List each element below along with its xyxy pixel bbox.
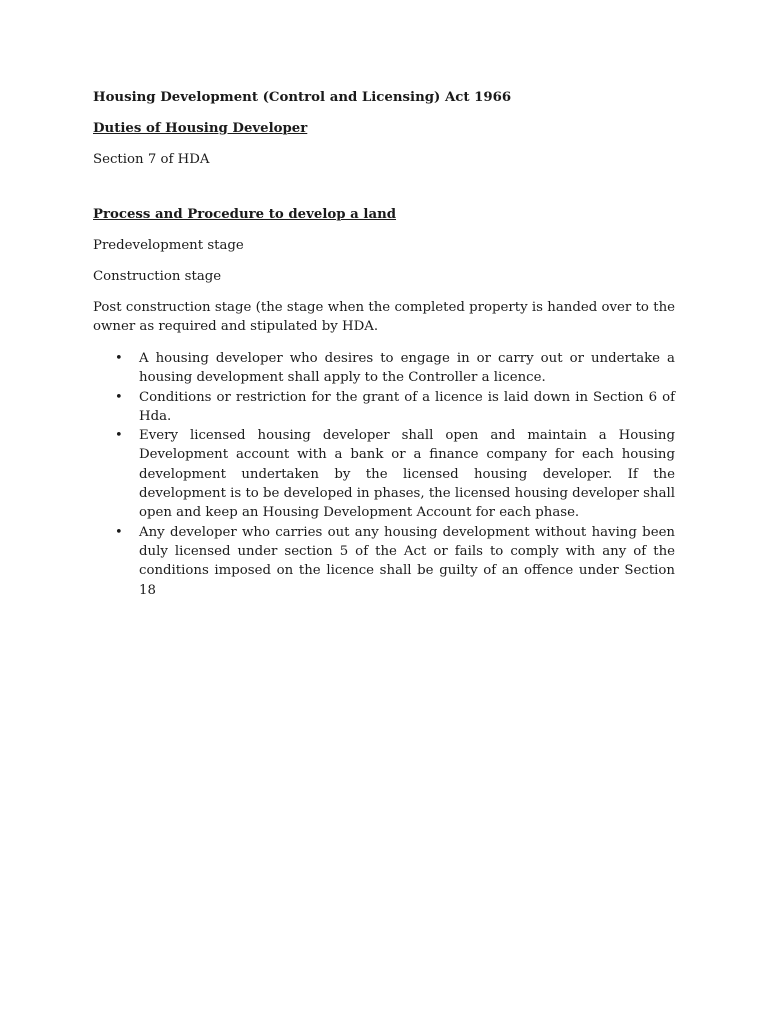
stage-post-construction: Post construction stage (the stage when the completed property is handed over to the owner as required and stipulated by HDA. [93, 300, 675, 334]
section-reference: Section 7 of HDA [93, 152, 210, 167]
stage-predevelopment: Predevelopment stage [93, 238, 244, 253]
bullet-icon: • [115, 351, 123, 366]
duties-heading: Duties of Housing Developer [93, 121, 308, 136]
list-item [93, 426, 675, 522]
list-item-text: Any developer who carries out any housing development without having been duly licensed under section 5 of the Act or fails to comply with any of the conditions imposed on the licence shall be guilty of an offence under Section 18 [139, 524, 675, 598]
list-item [93, 349, 675, 388]
bullet-icon: • [115, 428, 123, 444]
list-item-text: A housing developer who desires to engage in or carry out or undertake a housing development shall apply to the Controller a licence. [139, 351, 675, 386]
duties-bullet-list [93, 349, 675, 600]
list-item [93, 388, 675, 427]
document-page [93, 88, 675, 600]
bullet-icon: • [115, 524, 123, 540]
process-heading: Process and Procedure to develop a land [93, 207, 397, 222]
bullet-icon: • [115, 389, 123, 405]
document-title: Housing Development (Control and Licensing) Act 1966 [93, 90, 512, 105]
stage-construction: Construction stage [93, 269, 222, 284]
list-item-text: Every licensed housing developer shall open and maintain a Housing Development account with a bank or a finance company for each housing development undertaken by the licensed housing developer. If the development is to be developed in phases, the licensed housing developer shall open and keep an Housing Development Account for each phase. [139, 428, 675, 521]
list-item [93, 523, 675, 600]
list-item-text: Conditions or restriction for the grant of a licence is laid down in Section 6 of Hda. [139, 389, 675, 424]
